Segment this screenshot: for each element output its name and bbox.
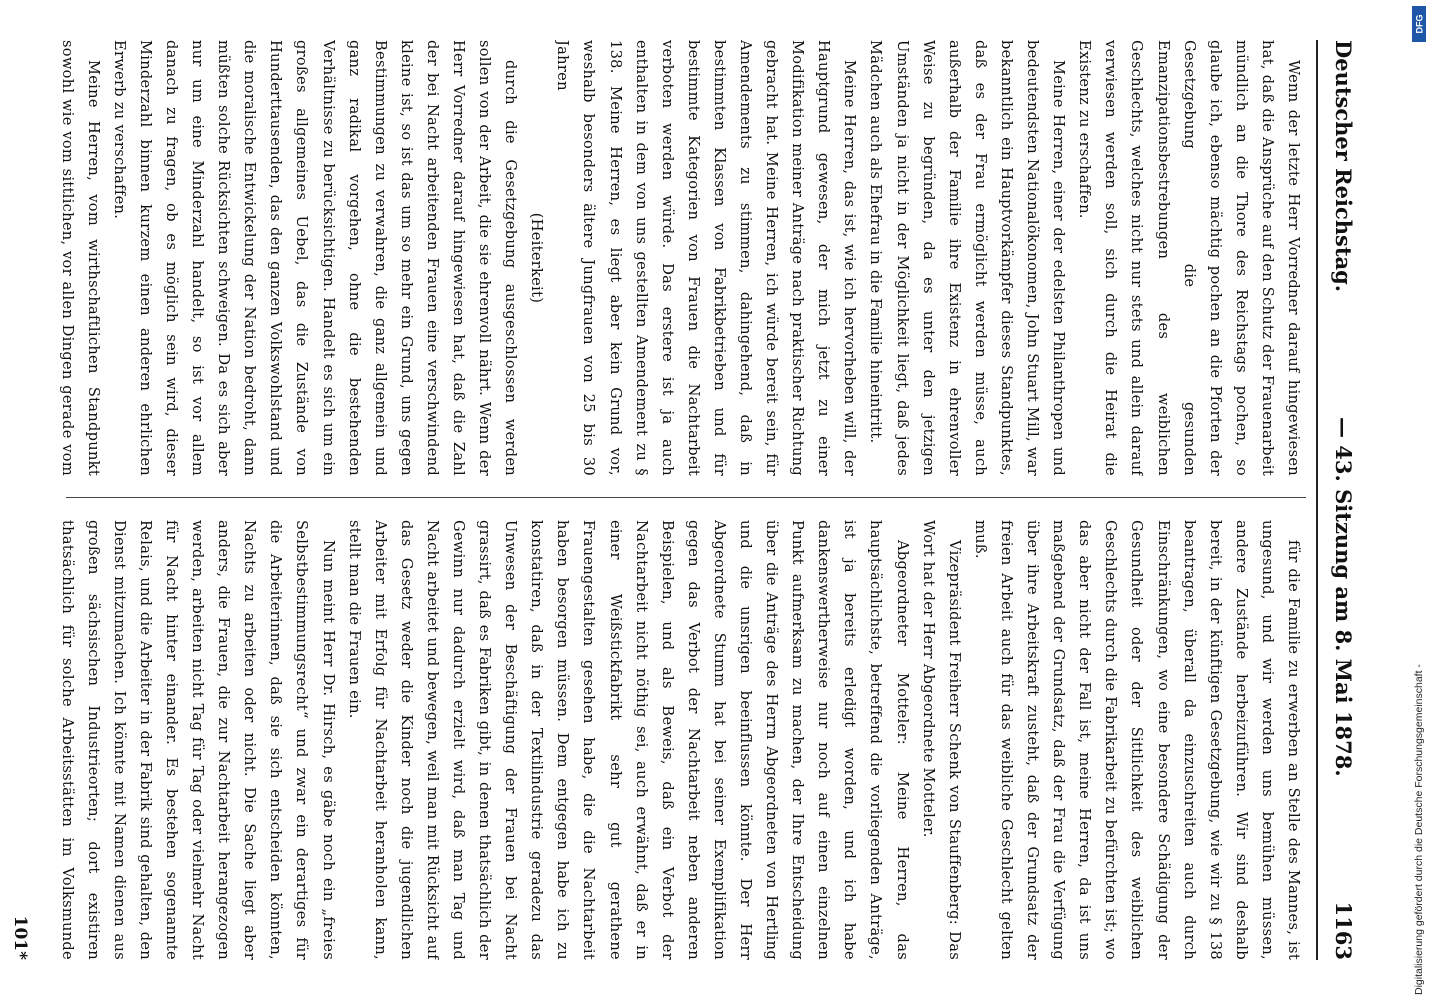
dfg-logo-text: DFG — [1414, 14, 1424, 34]
paragraph: Wenn der letzte Herr Vorredner darauf hingewiesen hat, daß die Ansprüche auf den Schutz der Frauenarbeit mündlich an die Thore des Reichstags pochen, so glaube ich, ebenso mächtig pochen an die Pforten der Gesetzgebung die gesunden Emanzipationsbestrebungen des weiblichen Geschlechts, welches nicht nur stets und allein darauf verwiesen werden soll, sich durch die Heirat die Existenz zu erschaffen. — [1076, 40, 1302, 476]
page-header — [1322, 40, 1366, 960]
page-mark: 101* — [10, 915, 30, 960]
paragraph: durch die Gesetzgebung ausgeschlossen werden sollen von der Arbeit, die sie ehrenvoll nährt. Wenn der Herr Vorredner darauf hingewiesen hat, daß die Zahl der bei Nacht arbeitenden Frauen eine verschwindend kleine ist, so ist das um so mehr ein Grund, uns gegen Bestimmungen zu verwahren, die ganz allgemein und ganz radikal vorgehen, ohne die bestehenden Verhältnisse zu berücksichtigen. Handelt es sich um ein großes allgemeines Uebel, das die Zustände von Hunderttausenden, das den ganzen Volkswohlstand und die moralische Entwickelung der Nation bedroht, dann müßten solche Rücksichten schweigen. Da es sich aber nur um eine Minderzahl handelt, so ist vor allem danach zu fragen, ob es möglich sein wird, dieser Minderzahl binnen kurzem einen anderen ehrlichen Erwerb zu verschaffen. — [110, 40, 520, 476]
paragraph: Meine Herren, vom wirthschaftlichen Standpunkt sowohl wie vom sittlichen, vor allen Dingen gerade vom — [58, 40, 102, 476]
right-text-column — [54, 520, 1306, 960]
column-divider — [66, 497, 1306, 498]
speaker-paragraph: Abgeordneter Motteler: Meine Herren, das hauptsächlichste, betreffend die vorliegenden Anträge, ist ja bereits erledigt worden, und ich habe dankenswertherweise nur noch auf einen einzelnen Punkt aufmerksam zu machen, der Ihre Entscheidung über die Anträge des Herrn Abgeordneten von Hertling und die unsrigen beeinflussen könnte. Der Herr Abgeordnete Stumm hat bei seiner Exemplifikation gegen das Verbot der Nachtarbeit neben anderen Beispielen, und als Beweis, daß ein Verbot der Nachtarbeit nicht nöthig sei, auch erwähnt, daß er in einer Weißstickfabrikt sehr gut gerathene Frauengestalten gesehen habe, die die Nachtarbeit haben besorgen müssen. Dem entgegen habe ich zu konstatiren, daß in der Textilindustrie geradezu das Unwesen der Beschäftigung der Frauen bei Nacht grassirt, daß es Fabriken gibt, in denen thatsächlich der Gewinn nur dadurch erzielt wird, daß man Tag und Nacht arbeitet und bewegen, weil man mit Rücksicht auf das Gesetz weder die Kinder noch die jugendlichen Arbeiter mit Erfolg für Nachtarbeit heranholen kann, stellt man die Frauen ein. — [345, 520, 911, 960]
paragraph: für die Familie zu erwerben an Stelle des Mannes, ist ungesund, und wir werden uns bemühen müssen, andere Zustände herbeizuführen. Wir sind deshalb bereit, in der künftigen Gesetzgebung, wie wir zu § 138 beantragen, überall da einzuschreiten auch durch Einschränkungen, wo eine besondere Schädigung der Gesundheit oder der Sittlichkeit des weiblichen Geschlechts durch die Fabrikarbeit zu befürchten ist; wo das aber nicht der Fall ist, meine Herren, da ist uns maßgebend der Grundsatz, daß der Frau die Verfügung über ihre Arbeitskraft zusteht, daß der Grundsatz der freien Arbeit auch für das weibliche Geschlecht gelten muß. — [971, 520, 1302, 960]
dfg-logo — [1412, 6, 1426, 42]
header-publication: Deutscher Reichstag. — [1331, 40, 1357, 293]
header-rule — [1316, 40, 1318, 960]
paragraph: Meine Herren, das ist, wie ich hervorheben will, der Hauptgrund gewesen, der mich jetzt zu einer Modifikation meiner Anträge nach praktischer Richtung gebracht hat. Meine Herren, ich würde bereit sein, für Amendements zu stimmen, dahingehend, daß in bestimmten Klassen von Fabrikbetrieben und für bestimmte Kategorien von Frauen die Nachtarbeit verboten werden würde. Das erstere ist ja auch enthalten in dem von uns gestellten Amendement zu § 138. Meine Herren, es liegt aber kein Grund vor, weshalb besonders ältere Jungfrauen von 25 bis 30 Jahren — [554, 40, 859, 476]
speaker-paragraph: Vizepräsident Freiherr Schenk von Stauffenberg: Das Wort hat der Herr Abgeordnete Motteler. — [919, 520, 963, 960]
stage-note: (Heiterkeit) — [528, 212, 546, 304]
left-text-column — [54, 40, 1306, 476]
header-page-number: 1163 — [1331, 901, 1357, 960]
paragraph: Meine Herren, einer der edelsten Philanthropen und bedeutendsten Nationalökonomen, John Stuart Mill, war bekanntlich ein Hauptvorkämpfer dieses Standpunktes, daß es der Frau ermöglicht werden müsse, auch außerhalb der Familie ihre Existenz in ehrenvoller Weise zu begründen, da es unter den jetzigen Umständen ja nicht in der Möglichkeit liegt, daß jedes Mädchen auch als Ehefrau in die Familie hineintritt. — [867, 40, 1068, 476]
header-session: — 43. Sitzung am 8. Mai 1878. — [1331, 416, 1357, 777]
paragraph: Nun meint Herr Dr. Hirsch, es gäbe noch ein „freies Selbstbestimmungsrecht“ und zwar ein derartiges für die Arbeiterinnen, daß sie sich entscheiden könnten, Nachts zu arbeiten oder nicht. Die Sache liegt aber anders, die Frauen, die zur Nachtarbeit herangezogen werden, arbeiten nicht Tag für Tag oder vielmehr Nacht für Nacht hinter einander. Es bestehen sogenannte Relais, und die Arbeiter in der Fabrik sind gehalten, den Dienst mitzumachen. Ich könnte mit Namen dienen aus großen sächsischen Industrieorten; dort existiren thatsächlich für solche Arbeitsstätten im Volksmunde — [58, 520, 337, 960]
digitization-credit: Digitalisierung gefördert durch die Deutsche Forschungsgemeinschaft - — [1413, 664, 1425, 995]
